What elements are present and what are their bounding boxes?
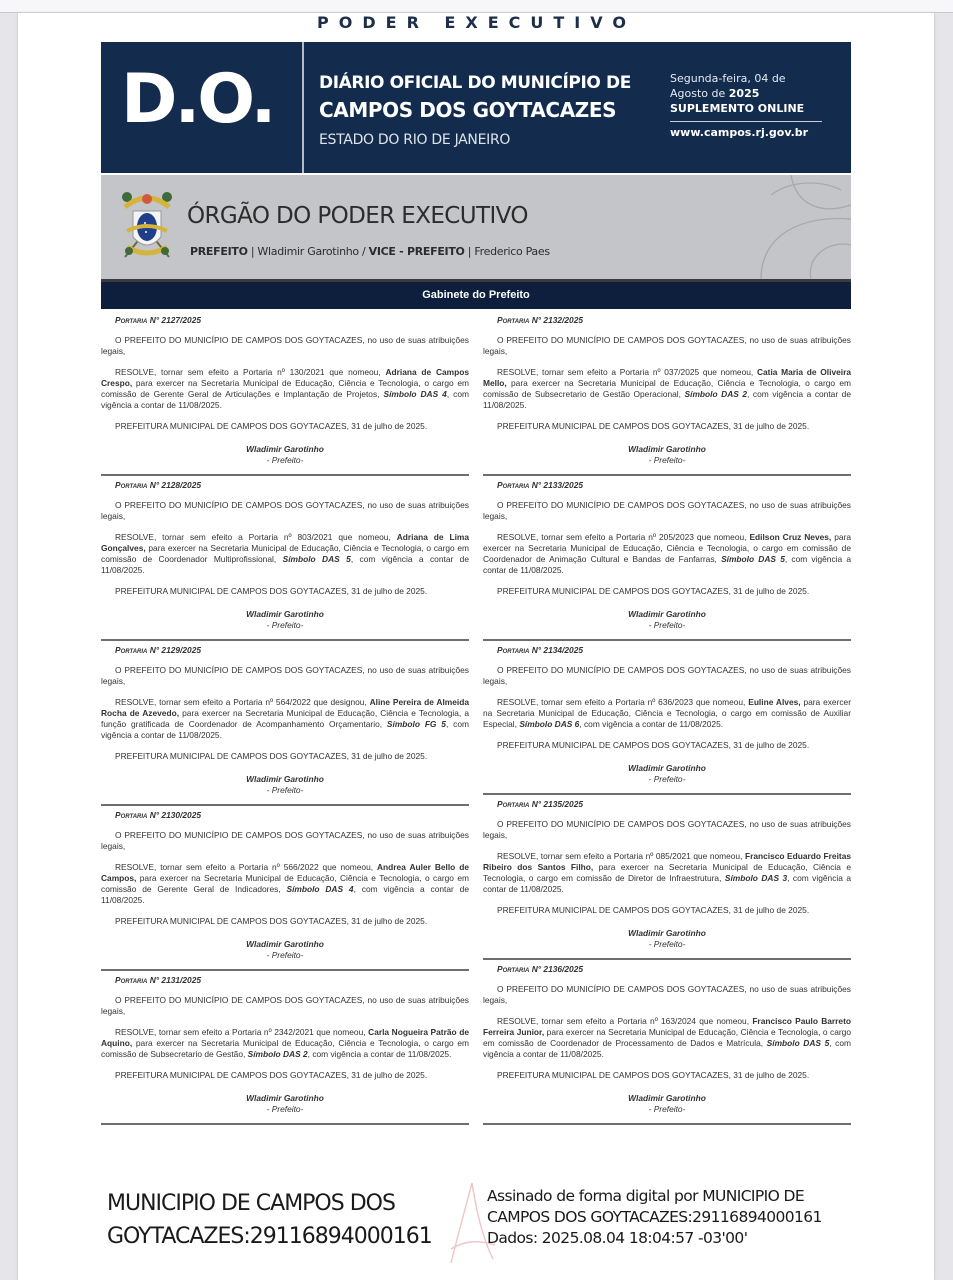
portaria-preamble: O PREFEITO DO MUNICÍPIO DE CAMPOS DOS GOYTACAZES, no uso de suas atribuições legais, (101, 665, 469, 686)
portaria-7 (483, 480, 851, 641)
portaria-preamble: O PREFEITO DO MUNICÍPIO DE CAMPOS DOS GOYTACAZES, no uso de suas atribuições legais, (483, 665, 851, 686)
date-line2: Agosto de (670, 87, 729, 100)
portaria-signature (483, 928, 851, 950)
portaria-title: Portaria N° 2135/2025 (497, 799, 584, 809)
portaria-1 (101, 315, 469, 476)
portaria-closing: PREFEITURA MUNICIPAL DE CAMPOS DOS GOYTACAZES, 31 de julho de 2025. (115, 421, 428, 431)
masthead (101, 42, 851, 173)
orgao-title: ÓRGÃO DO PODER EXECUTIVO (187, 203, 528, 229)
nominee-name: Andrea Auler Bello de Campos, (101, 862, 470, 883)
portaria-preamble: O PREFEITO DO MUNICÍPIO DE CAMPOS DOS GOYTACAZES, no uso de suas atribuições legais, (483, 335, 851, 356)
resolve-effective: , com vigência a contar de 11/08/2025. (483, 554, 852, 575)
resolve-effective: , com vigência a contar de 11/08/2025. (101, 884, 469, 905)
resolve-position: para exercer na Secretaria Municipal de Educação, Ciência e Tecnologia, o cargo em comissão de Diretor de Infraestrutura, (483, 862, 851, 883)
vice-prefeito-label: VICE - PREFEITO (368, 245, 465, 258)
portaria-signature (101, 444, 469, 466)
masthead-title-line2: CAMPOS DOS GOYTACAZES (319, 98, 617, 122)
signer-role: - Prefeito- (266, 455, 304, 465)
signer: Wladimir Garotinho (246, 444, 324, 454)
resolve-position: para exercer na Secretaria Municipal de Educação, Ciência e Tecnologia, o cargo em comissão de Gerente Geral de Indicadores, (101, 873, 469, 894)
portaria-preamble: O PREFEITO DO MUNICÍPIO DE CAMPOS DOS GOYTACAZES, no uso de suas atribuições legais, (101, 335, 469, 356)
portaria-resolve (483, 851, 851, 895)
nominee-name: Euline Alves, (748, 697, 801, 707)
portaria-title: Portaria N° 2136/2025 (497, 964, 584, 974)
municipal-crest-icon (119, 187, 175, 265)
signer-role: - Prefeito- (648, 455, 686, 465)
portaria-5 (101, 975, 469, 1125)
header-kicker: PODER EXECUTIVO (317, 13, 636, 32)
resolve-effective: , com vigência a contar de 11/08/2025. (483, 389, 851, 410)
portaria-preamble: O PREFEITO DO MUNICÍPIO DE CAMPOS DOS GOYTACAZES, no uso de suas atribuições legais, (101, 500, 469, 521)
resolve-effective: , com vigência a contar de 11/08/2025. (101, 389, 469, 410)
signer: Wladimir Garotinho (246, 774, 324, 784)
portaria-resolve (101, 862, 469, 906)
resolve-position: para exercer na Secretaria Municipal de Educação, Ciência e Tecnologia, o cargo em comissão de Subsecretario de Gestão, (101, 1038, 469, 1059)
nominee-name: Aline Pereira de Almeida Rocha de Azevedo, (101, 697, 469, 718)
portaria-closing: PREFEITURA MUNICIPAL DE CAMPOS DOS GOYTACAZES, 31 de julho de 2025. (497, 421, 810, 431)
symbol-code: Símbolo DAS 2 (247, 1049, 308, 1059)
section-header: Gabinete do Prefeito (101, 282, 851, 309)
signer-role: - Prefeito- (266, 785, 304, 795)
portaria-resolve (101, 697, 469, 741)
resolve-text: RESOLVE, tornar sem efeito a Portaria nº 205/2023 que nomeou, (497, 532, 750, 542)
symbol-code: Símbolo DAS 5 (721, 554, 785, 564)
signer-role: - Prefeito- (648, 774, 686, 784)
portaria-resolve (483, 1016, 851, 1060)
portaria-closing: PREFEITURA MUNICIPAL DE CAMPOS DOS GOYTACAZES, 31 de julho de 2025. (115, 586, 428, 596)
symbol-code: Símbolo DAS 6 (519, 719, 580, 729)
prefeito-label: PREFEITO (190, 245, 248, 258)
portaria-resolve (101, 532, 469, 576)
resolve-text: RESOLVE, tornar sem efeito a Portaria nº 2342/2021 que nomeou, (115, 1027, 369, 1037)
right-column (483, 311, 851, 1125)
symbol-code: Símbolo DAS 3 (724, 873, 788, 883)
resolve-text: RESOLVE, tornar sem efeito a Portaria nº 564/2022 que designou, (115, 697, 370, 707)
portaria-signature (483, 1093, 851, 1115)
do-logo-box (101, 42, 304, 173)
resolve-position: para exercer na Secretaria Municipal de Educação, Ciência e Tecnologia, o cargo em comissão de Coordenador de Processamento de Dados e Matrícula, (483, 1027, 851, 1048)
portaria-signature (483, 609, 851, 631)
signature-line2: CAMPOS DOS GOYTACAZES:29116894000161 (487, 1208, 822, 1226)
do-logo: D.O. (121, 60, 274, 139)
portaria-title: Portaria N° 2130/2025 (115, 810, 202, 820)
symbol-code: Símbolo DAS 5 (282, 554, 351, 564)
masthead-date (670, 71, 804, 116)
portaria-title: Portaria N° 2131/2025 (115, 975, 202, 985)
portaria-10 (483, 964, 851, 1125)
symbol-code: Símbolo DAS 2 (684, 389, 748, 399)
portaria-title: Portaria N° 2127/2025 (115, 315, 202, 325)
nominee-name: Carla Nogueira Patrão de Aquino, (101, 1027, 469, 1048)
portaria-closing: PREFEITURA MUNICIPAL DE CAMPOS DOS GOYTACAZES, 31 de julho de 2025. (497, 905, 810, 915)
signer: Wladimir Garotinho (246, 609, 324, 619)
portaria-preamble: O PREFEITO DO MUNICÍPIO DE CAMPOS DOS GOYTACAZES, no uso de suas atribuições legais, (101, 995, 469, 1016)
resolve-text: RESOLVE, tornar sem efeito a Portaria nº 163/2024 que nomeou, (497, 1016, 753, 1026)
symbol-code: Símbolo FG 5 (386, 719, 446, 729)
masthead-url: www.campos.rj.gov.br (670, 126, 809, 139)
resolve-text: RESOLVE, tornar sem efeito a Portaria nº 085/2021 que nomeou, (497, 851, 745, 861)
portaria-signature (101, 774, 469, 796)
portaria-8 (483, 645, 851, 795)
signer: Wladimir Garotinho (246, 939, 324, 949)
resolve-effective: , com vigência a contar de 11/08/2025. (101, 719, 469, 740)
signer-role: - Prefeito- (648, 1104, 686, 1114)
portaria-resolve (483, 367, 851, 411)
portaria-preamble: O PREFEITO DO MUNICÍPIO DE CAMPOS DOS GOYTACAZES, no uso de suas atribuições legais, (483, 984, 851, 1005)
signer: Wladimir Garotinho (628, 609, 706, 619)
signer: Wladimir Garotinho (628, 1093, 706, 1103)
resolve-effective: , com vigência a contar de 11/08/2025. (483, 873, 852, 894)
edition-label: SUPLEMENTO ONLINE (670, 102, 805, 115)
resolve-position: para exercer na Secretaria Municipal de Educação, Ciência e Tecnologia, o cargo em comissão de Subsecretario de Gestão Operacional, (483, 378, 851, 399)
resolve-position: para exercer na Secretaria Municipal de Educação, Ciência e Tecnologia, o cargo em comissão de Coordenador de Animação Cultural e Bandas de Fanfarras, (483, 532, 852, 564)
portaria-resolve (101, 1027, 469, 1060)
signature-line1: Assinado de forma digital por MUNICIPIO DE (487, 1187, 805, 1205)
nominee-name: Francisco Eduardo Freitas Ribeiro dos Santos Filho, (483, 851, 852, 872)
signer-line1: MUNICIPIO DE CAMPOS DOS (107, 1191, 395, 1216)
date-line1: Segunda-feira, 04 de (670, 72, 786, 85)
portaria-closing: PREFEITURA MUNICIPAL DE CAMPOS DOS GOYTACAZES, 31 de julho de 2025. (497, 586, 810, 596)
nominee-name: Francisco Paulo Barreto Ferreira Junior, (483, 1016, 851, 1037)
signer: Wladimir Garotinho (628, 444, 706, 454)
portaria-3 (101, 645, 469, 806)
masthead-title (319, 70, 631, 124)
officials-line (190, 245, 550, 258)
viewer-toolbar (0, 0, 953, 13)
portaria-closing: PREFEITURA MUNICIPAL DE CAMPOS DOS GOYTACAZES, 31 de julho de 2025. (497, 1070, 810, 1080)
resolve-position: para exercer na Secretaria Municipal de Educação, Ciência e Tecnologia, o cargo em comissão de Auxiliar Especial, (483, 697, 851, 729)
resolve-position: para exercer na Secretaria Municipal de Educação, Ciência e Tecnologia, a função gratificada de Coordenador de Acompanhamento Orçamentario, (101, 708, 469, 729)
symbol-code: Símbolo DAS 5 (766, 1038, 830, 1048)
portaria-closing: PREFEITURA MUNICIPAL DE CAMPOS DOS GOYTACAZES, 31 de julho de 2025. (497, 740, 810, 750)
resolve-effective: , com vigência a contar de 11/08/2025. (101, 554, 469, 575)
signer-role: - Prefeito- (266, 620, 304, 630)
left-column (101, 311, 469, 1125)
date-year: 2025 (728, 87, 760, 100)
nominee-name: Edilson Cruz Neves, (749, 532, 832, 542)
signer-name (107, 1187, 432, 1253)
portaria-9 (483, 799, 851, 960)
portaria-resolve (483, 532, 851, 576)
resolve-text: RESOLVE, tornar sem efeito a Portaria nº 130/2021 que nomeou, (115, 367, 386, 377)
portaria-title: Portaria N° 2128/2025 (115, 480, 202, 490)
signer-role: - Prefeito- (648, 939, 686, 949)
portaria-signature (101, 1093, 469, 1115)
vice-prefeito-name: | Frederico Paes (464, 245, 550, 258)
signer-role: - Prefeito- (266, 950, 304, 960)
signature-details (487, 1186, 822, 1249)
portaria-2 (101, 480, 469, 641)
portaria-title: Portaria N° 2134/2025 (497, 645, 584, 655)
portaria-title: Portaria N° 2132/2025 (497, 315, 584, 325)
orgao-band (101, 175, 851, 282)
signer: Wladimir Garotinho (628, 928, 706, 938)
portaria-6 (483, 315, 851, 476)
digital-signature (107, 1185, 867, 1255)
nominee-name: Adriana de Lima Gonçalves, (101, 532, 470, 553)
signer-role: - Prefeito- (266, 1104, 304, 1114)
signature-date: Dados: 2025.08.04 18:04:57 -03'00' (487, 1229, 748, 1247)
portaria-resolve (483, 697, 851, 730)
prefeito-name: | Wladimir Garotinho / (247, 245, 369, 258)
masthead-title-line1: DIÁRIO OFICIAL DO MUNICÍPIO DE (319, 73, 631, 93)
portaria-closing: PREFEITURA MUNICIPAL DE CAMPOS DOS GOYTACAZES, 31 de julho de 2025. (115, 751, 428, 761)
portaria-closing: PREFEITURA MUNICIPAL DE CAMPOS DOS GOYTACAZES, 31 de julho de 2025. (115, 916, 428, 926)
resolve-position: para exercer na Secretaria Municipal de Educação, Ciência e Tecnologia, o cargo em comissão de Gerente Geral de Articulações e Implantação de Projetos, (101, 378, 469, 399)
portaria-4 (101, 810, 469, 971)
portaria-signature (101, 939, 469, 961)
portaria-title: Portaria N° 2129/2025 (115, 645, 202, 655)
symbol-code: Símbolo DAS 4 (383, 389, 447, 399)
resolve-effective: , com vigência a contar de 11/08/2025. (483, 1038, 851, 1059)
signer-line2: GOYTACAZES:29116894000161 (107, 1224, 432, 1249)
masthead-subtitle: ESTADO DO RIO DE JANEIRO (319, 132, 511, 148)
symbol-code: Símbolo DAS 4 (286, 884, 354, 894)
portaria-title: Portaria N° 2133/2025 (497, 480, 584, 490)
resolve-text: RESOLVE, tornar sem efeito a Portaria nº 803/2021 que nomeou, (115, 532, 397, 542)
portaria-closing: PREFEITURA MUNICIPAL DE CAMPOS DOS GOYTACAZES, 31 de julho de 2025. (115, 1070, 428, 1080)
portaria-preamble: O PREFEITO DO MUNICÍPIO DE CAMPOS DOS GOYTACAZES, no uso de suas atribuições legais, (483, 500, 851, 521)
portaria-resolve (101, 367, 469, 411)
signer: Wladimir Garotinho (628, 763, 706, 773)
portaria-preamble: O PREFEITO DO MUNICÍPIO DE CAMPOS DOS GOYTACAZES, no uso de suas atribuições legais, (483, 819, 851, 840)
masthead-divider (670, 121, 822, 122)
nominee-name: Catia Maria de Oliveira Mello, (483, 367, 852, 388)
portaria-signature (101, 609, 469, 631)
resolve-effective: , com vigência a contar de 11/08/2025. (579, 719, 724, 729)
signer-role: - Prefeito- (648, 620, 686, 630)
resolve-text: RESOLVE, tornar sem efeito a Portaria nº 566/2022 que nomeou, (115, 862, 377, 872)
portaria-preamble: O PREFEITO DO MUNICÍPIO DE CAMPOS DOS GOYTACAZES, no uso de suas atribuições legais, (101, 830, 469, 851)
signer: Wladimir Garotinho (246, 1093, 324, 1103)
nominee-name: Adriana de Campos Crespo, (101, 367, 470, 388)
portaria-signature (483, 444, 851, 466)
resolve-text: RESOLVE, tornar sem efeito a Portaria nº 037/2025 que nomeou, (497, 367, 757, 377)
resolve-text: RESOLVE, tornar sem efeito a Portaria nº 636/2023 que nomeou, (497, 697, 749, 707)
portaria-signature (483, 763, 851, 785)
resolve-effective: , com vigência a contar de 11/08/2025. (307, 1049, 452, 1059)
decorative-swirl-icon (701, 175, 851, 279)
resolve-position: para exercer na Secretaria Municipal de Educação, Ciência e Tecnologia, o cargo em comissão de Coordenador Multiprofissional, (101, 543, 469, 564)
